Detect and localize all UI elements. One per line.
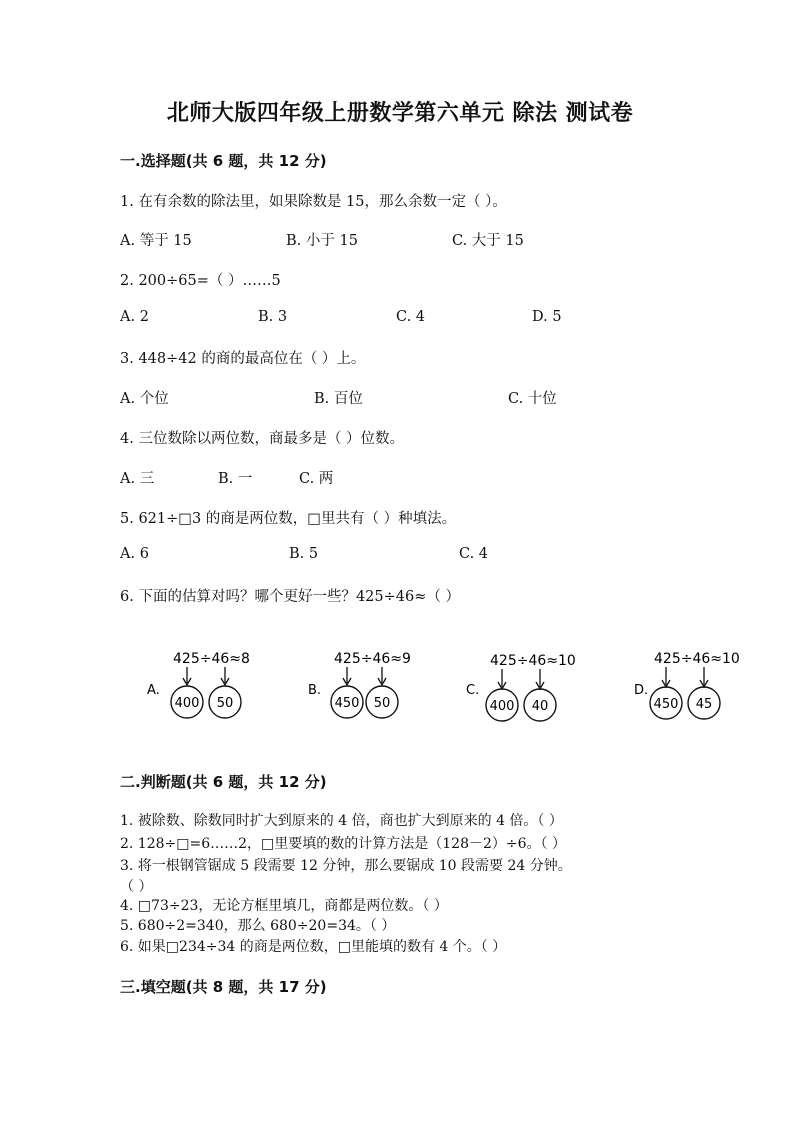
- q3-option-c: C. 十位: [508, 391, 557, 407]
- circle-value-1: 450: [334, 696, 360, 711]
- judgement-item-5: 5. 680÷2=340，那么 680÷20=34。（ ）: [120, 918, 396, 934]
- figure-expression: 425÷46≈10: [490, 653, 576, 669]
- question-2: 2. 200÷65=（ ）……5: [120, 273, 281, 289]
- section-heading-choice: 一.选择题(共 6 题，共 12 分): [120, 152, 327, 170]
- q1-option-b: B. 小于 15: [286, 233, 358, 249]
- question-3: 3. 448÷42 的商的最高位在（ ）上。: [120, 351, 366, 367]
- circle-value-2: 45: [695, 697, 713, 712]
- circle-value-1: 400: [174, 696, 200, 711]
- q2-option-b: B. 3: [258, 309, 288, 325]
- q2-option-a: A. 2: [120, 309, 149, 325]
- circle-value-1: 450: [653, 697, 679, 712]
- page-title: 北师大版四年级上册数学第六单元 除法 测试卷: [166, 101, 634, 126]
- question-4: 4. 三位数除以两位数，商最多是（ ）位数。: [120, 431, 405, 447]
- judgement-item-3-blank: （ ）: [120, 879, 153, 895]
- figure-label: C.: [466, 683, 480, 698]
- figure-expression: 425÷46≈10: [654, 651, 740, 667]
- q1-option-a: A. 等于 15: [120, 233, 192, 249]
- q4-option-b: B. 一: [218, 471, 253, 487]
- q4-option-a: A. 三: [120, 471, 155, 487]
- section-heading-fill-blank: 三.填空题(共 8 题，共 17 分): [120, 978, 327, 996]
- figure-label: B.: [308, 683, 322, 698]
- q5-option-a: A. 6: [120, 546, 149, 562]
- question-5: 5. 621÷□3 的商是两位数，□里共有（ ）种填法。: [120, 511, 457, 527]
- figure-label: D.: [634, 683, 649, 698]
- figure-option-b: [308, 645, 458, 725]
- question-1: 1. 在有余数的除法里，如果除数是 15，那么余数一定（ ）。: [120, 194, 507, 210]
- figure-option-d: [634, 645, 784, 725]
- circle-value-2: 50: [216, 696, 234, 711]
- figure-option-c: [466, 645, 616, 725]
- q5-option-c: C. 4: [459, 546, 489, 562]
- section-heading-judgement: 二.判断题(共 6 题，共 12 分): [120, 773, 327, 791]
- circle-value-1: 400: [489, 699, 515, 714]
- q5-option-b: B. 5: [289, 546, 319, 562]
- q2-option-c: C. 4: [396, 309, 426, 325]
- figure-option-a: [147, 645, 297, 725]
- figure-label: A.: [147, 683, 160, 698]
- judgement-item-6: 6. 如果□234÷34 的商是两位数，□里能填的数有 4 个。（ ）: [120, 939, 507, 955]
- circle-value-2: 40: [531, 699, 549, 714]
- figure-expression: 425÷46≈9: [334, 651, 411, 667]
- judgement-item-4: 4. □73÷23，无论方框里填几，商都是两位数。（ ）: [120, 898, 448, 914]
- question-6: 6. 下面的估算对吗？哪个更好一些？425÷46≈（ ）: [120, 589, 460, 605]
- circle-value-2: 50: [373, 696, 391, 711]
- judgement-item-3: 3. 将一根钢管锯成 5 段需要 12 分钟，那么要锯成 10 段需要 24 分钟。: [120, 858, 572, 874]
- q1-option-c: C. 大于 15: [452, 233, 524, 249]
- judgement-item-1: 1. 被除数、除数同时扩大到原来的 4 倍，商也扩大到原来的 4 倍。（ ）: [120, 813, 563, 829]
- figure-expression: 425÷46≈8: [173, 651, 250, 667]
- q3-option-b: B. 百位: [314, 391, 363, 407]
- judgement-item-2: 2. 128÷□=6……2，□里要填的数的计算方法是（128－2）÷6。（ ）: [120, 836, 566, 852]
- q2-option-d: D. 5: [532, 309, 562, 325]
- q4-option-c: C. 两: [299, 471, 334, 487]
- q3-option-a: A. 个位: [120, 391, 169, 407]
